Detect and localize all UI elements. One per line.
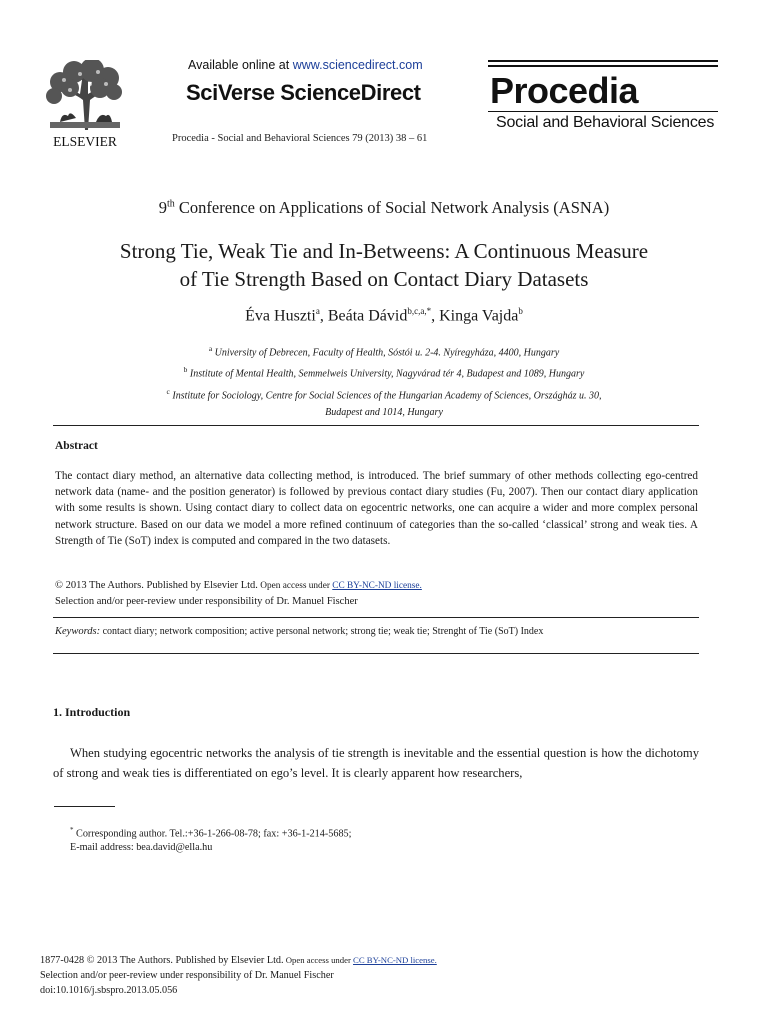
keywords-top-rule: [53, 617, 699, 618]
sciverse-sciencedirect-logo: SciVerse ScienceDirect: [186, 80, 421, 105]
author-name: Éva Huszti: [245, 307, 316, 325]
footnote-corresponding: * Corresponding author. Tel.:+36-1-266-08-78; fax: +36-1-214-5685;: [70, 826, 352, 840]
author-name: Kinga Vajda: [439, 307, 519, 325]
abstract-copyright: © 2013 The Authors. Published by Elsevier Ltd. Open access under CC BY-NC-ND license.: [55, 580, 422, 591]
footer-review-note: Selection and/or peer-review under responsibility of Dr. Manuel Fischer: [40, 970, 334, 981]
footer-doi[interactable]: doi:10.1016/j.sbspro.2013.05.056: [40, 985, 178, 996]
elsevier-tree-icon: [40, 60, 130, 150]
procedia-rule-top: [488, 60, 718, 62]
procedia-rule-mid: [488, 111, 718, 112]
journal-citation: Procedia - Social and Behavioral Sciences 79 (2013) 38 – 61: [172, 133, 428, 144]
available-online-line: Available online at www.sciencedirect.com: [188, 58, 423, 72]
footer-license-link[interactable]: CC BY-NC-ND license.: [353, 955, 437, 965]
abstract-heading: Abstract: [55, 440, 98, 452]
procedia-title: Procedia: [490, 70, 639, 111]
abstract-top-rule: [53, 425, 699, 426]
keywords-bottom-rule: [53, 653, 699, 654]
footer-copyright: 1877-0428 © 2013 The Authors. Published by Elsevier Ltd. Open access under CC BY-NC-ND license.: [40, 955, 437, 966]
procedia-logo: [488, 58, 718, 138]
procedia-subtitle: Social and Behavioral Sciences: [496, 114, 715, 131]
affiliation: $^a$ University of Debrecen, Faculty of Health, Sóstói u. 2-4. Nyíregyháza, 4400, Hungary: [208, 344, 560, 359]
keywords: Keywords: contact diary; network composition; active personal network; strong tie; weak tie; Strenght of Tie (SoT) Index: [55, 626, 544, 637]
author-list: Éva Huszti$^a$, Beáta Dávid$^{b,c,a,*}$, Kinga Vajda$^b$: [245, 306, 523, 325]
abstract-review-note: Selection and/or peer-review under responsibility of Dr. Manuel Fischer: [55, 596, 358, 607]
author-name: Beáta Dávid: [327, 307, 408, 325]
abstract-body: The contact diary method, an alternative data collecting method, is introduced. The brief summary of other methods collecting ego-centred network data (name- and the position generator) is followed by previous contact diary studies (Fu, 2007). Then our contact diary application with some results is shown. Using contact diary to collect data on egocentric networks, one can acquire a wider and more complex personal network structure. Based on our data we model a more refined continuum of categories than the so-called ‘classical’ strong and weak ties. A Strength of Tie (SoT) index is computed and compared in the two datasets.: [55, 470, 698, 547]
affiliation: Budapest and 1014, Hungary: [325, 406, 443, 418]
conference-line: 9th Conference on Applications of Social Network Analysis (ASNA): [158, 198, 610, 217]
footnote-rule: [54, 806, 115, 807]
affiliations: [0, 340, 768, 421]
sciencedirect-link[interactable]: www.sciencedirect.com: [292, 58, 423, 72]
elsevier-logo: [40, 60, 130, 150]
footnote-email: E-mail address: bea.david@ella.hu: [70, 842, 213, 853]
paper-title: Strong Tie, Weak Tie and In-Betweens: A Continuous Measure of Tie Strength Based on Contact Diary Datasets: [119, 239, 649, 291]
license-link[interactable]: CC BY-NC-ND license.: [332, 581, 422, 591]
svg-text:ELSEVIER: ELSEVIER: [53, 134, 117, 149]
introduction-paragraph: When studying egocentric networks the analysis of tie strength is inevitable and the essential question is how the dichotomy of strong and weak ties is differentiated on ego’s level. It is clearly apparent how researchers,: [53, 746, 699, 780]
affiliation: $^c$ Institute for Sociology, Centre for Social Sciences of the Hungarian Academy of Sciences, Országház u. 30,: [166, 386, 602, 401]
section-heading-introduction: 1. Introduction: [53, 705, 131, 719]
affiliation: $^b$ Institute of Mental Health, Semmelweis University, Nagyvárad tér 4, Budapest and 1089, Hungary: [183, 365, 585, 380]
procedia-rule-top-2: [488, 65, 718, 67]
